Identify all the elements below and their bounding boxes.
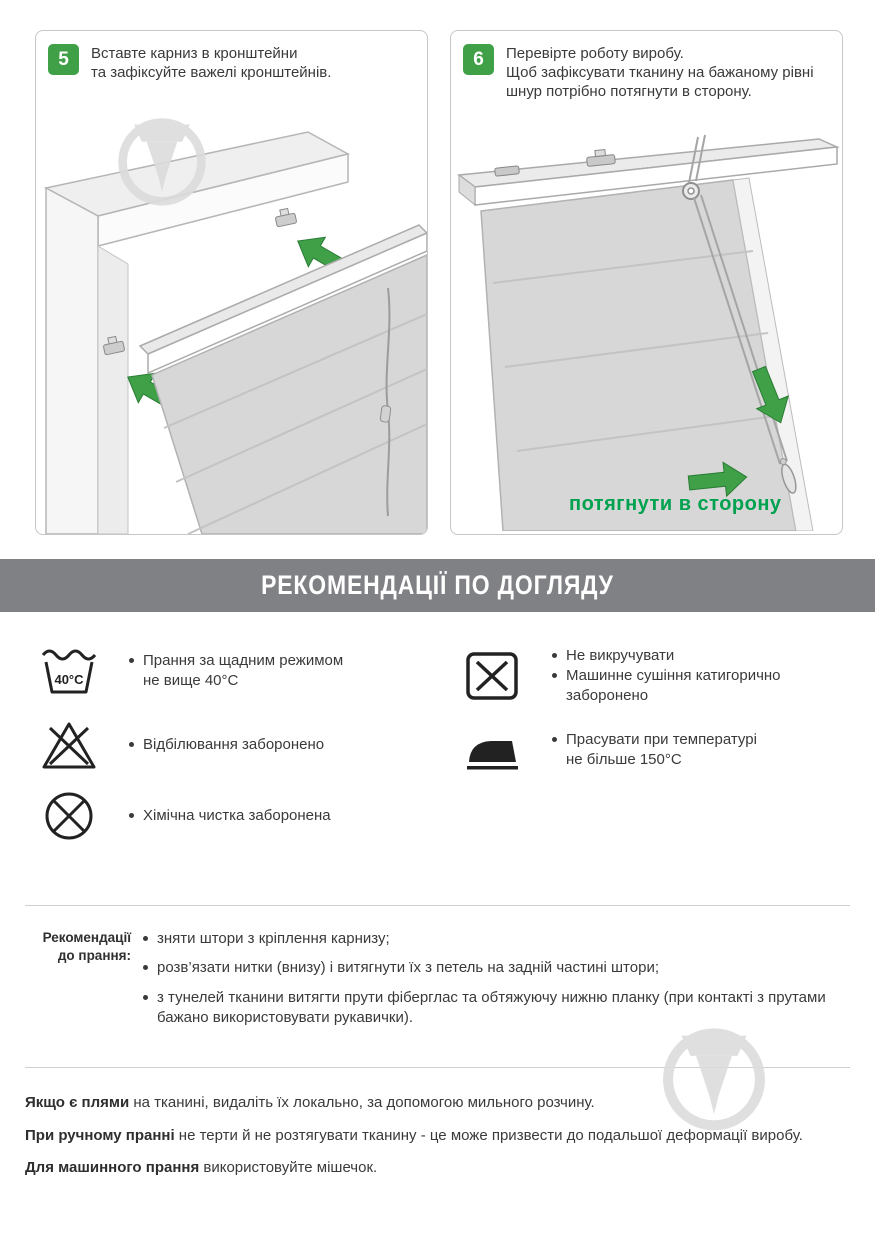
step-6-panel xyxy=(450,30,843,535)
care-item: Прання за щадним режимом xyxy=(128,651,343,671)
care-item: Не викручувати xyxy=(551,646,781,666)
care-item: Відбілювання заборонено xyxy=(128,735,324,755)
step-5-panel xyxy=(35,30,428,535)
bullet-dot xyxy=(143,965,148,970)
list-item: з тунелей тканини витягти прути фіберглас та обтяжуючу нижню планку (при контакті з прутами бажано використовувати рукавички). xyxy=(142,988,844,1029)
bullet-dot xyxy=(129,813,134,818)
care-row-wash: 40°C Прання за щадним режимом не вище 40°С xyxy=(40,646,343,696)
care-banner-title: РЕКОМЕНДАЦІЇ ПО ДОГЛЯДУ xyxy=(261,570,614,600)
step-5-line-1: Вставте карниз в кронштейни xyxy=(91,45,298,62)
step-5-header xyxy=(36,31,427,83)
no-wring-icon xyxy=(464,651,520,701)
bracket xyxy=(274,207,297,227)
washing-recommendations-label: Рекомендації до прання: xyxy=(42,930,131,963)
bullet-dot xyxy=(129,658,134,663)
no-dry-clean-icon xyxy=(43,790,95,842)
note-hand-wash: При ручному пранні не терти й не розтягувати тканину - це може призвести до подальшої деформації виробу. xyxy=(25,1126,803,1144)
step-5-line-2: та зафіксуйте важелі кронштейнів. xyxy=(91,63,332,81)
care-row-dry-clean xyxy=(40,790,331,842)
step-6-header xyxy=(451,31,842,101)
care-row-wring: Не викручувати Машинне сушіння катигорично заборонено xyxy=(463,646,781,705)
no-bleach-icon xyxy=(41,720,97,770)
grommet xyxy=(683,183,699,199)
care-item: Машинне сушіння катигорично xyxy=(551,666,781,686)
bullet-dot xyxy=(143,995,148,1000)
watermark-logo xyxy=(114,111,210,207)
step-6-number-badge: 6 xyxy=(463,44,494,75)
bullet-dot xyxy=(552,673,557,678)
divider-line xyxy=(25,905,850,906)
bullet-dot xyxy=(552,653,557,658)
step-5-illustration xyxy=(36,116,427,534)
note-machine-wash: Для машинного прання використовуйте мішечок. xyxy=(25,1159,378,1176)
step-6-text xyxy=(506,44,814,101)
iron-150-icon xyxy=(463,728,521,772)
bullet-dot xyxy=(143,936,148,941)
blind-fabric xyxy=(481,178,813,531)
step-6-illustration xyxy=(451,131,842,531)
wash-temp-text: 40°C xyxy=(54,672,84,687)
step-5-text xyxy=(91,44,331,83)
bullet-dot xyxy=(552,737,557,742)
step-6-line-1: Перевірте роботу виробу. xyxy=(506,45,684,62)
wash-40-icon xyxy=(41,646,97,696)
step-6-line-2: Щоб зафіксувати тканину на бажаному рівні xyxy=(506,63,814,81)
roman-blind xyxy=(140,225,427,534)
care-item: Хімічна чистка заборонена xyxy=(128,806,331,826)
cord-toggle xyxy=(380,405,391,422)
list-item: розв’язати нитки (внизу) і витягнути їх з петель на задній частині штори; xyxy=(142,958,844,978)
care-banner xyxy=(0,559,875,612)
list-item: зняти штори з кріплення карнизу; xyxy=(142,929,844,949)
bullet-dot xyxy=(129,742,134,747)
bracket xyxy=(586,149,615,167)
step-6-line-3: шнур потрібно потягнути в сторону. xyxy=(506,82,752,100)
care-row-bleach xyxy=(40,720,324,770)
bottom-notes xyxy=(25,1093,837,1191)
pull-aside-label: потягнути в сторону xyxy=(569,493,782,515)
step-5-number-badge: 5 xyxy=(48,44,79,75)
note-stains: Якщо є плями на тканині, видаліть їх локально, за допомогою мильного розчину. xyxy=(25,1094,595,1111)
care-item: Прасувати при температурі xyxy=(551,730,757,750)
care-row-iron: Прасувати при температурі не більше 150°С xyxy=(463,728,757,772)
